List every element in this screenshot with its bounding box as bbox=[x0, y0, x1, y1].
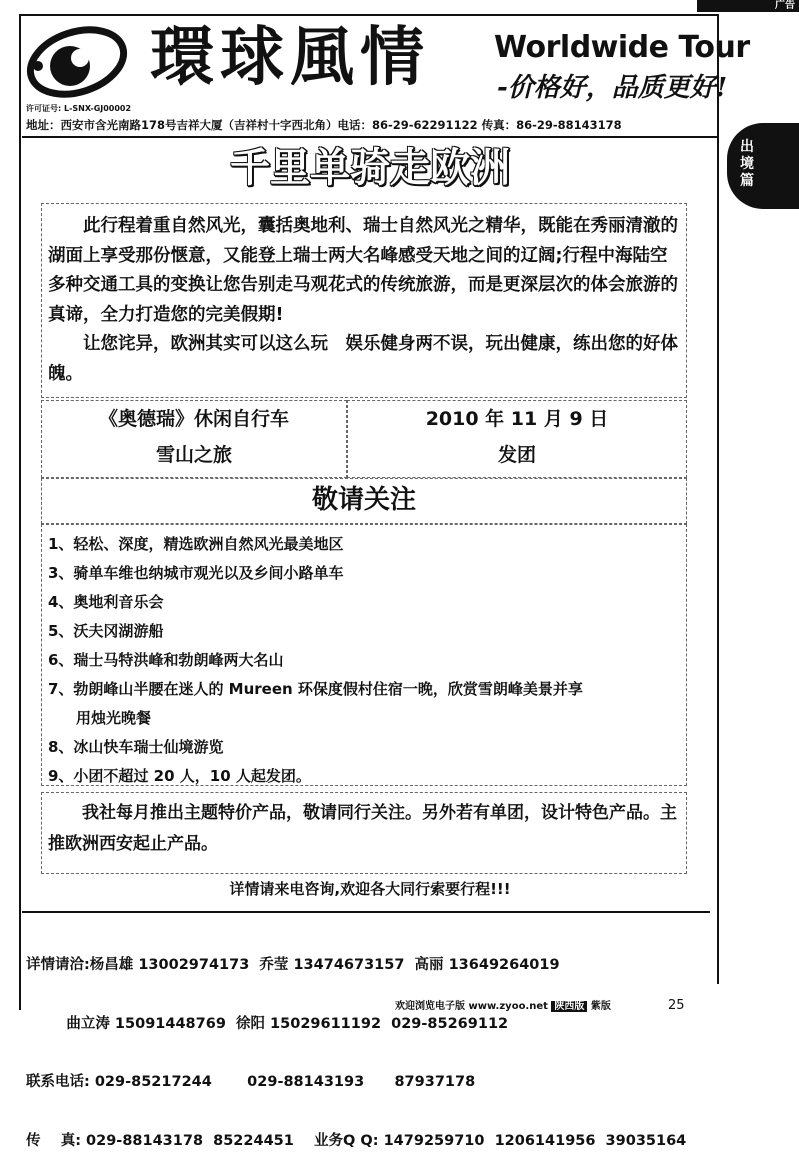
intro-paragraph: 让您诧异，欧洲其实可以这么玩 娱乐健身两不误，玩出健康，练出您的好体魄。 bbox=[48, 334, 678, 384]
departure-box bbox=[347, 400, 687, 478]
ad-tag: 广告 bbox=[697, 0, 799, 12]
footer-divider bbox=[22, 911, 710, 913]
product-name: 《奥德瑞》休闲自行车 bbox=[98, 408, 289, 430]
contact-line: 联系电话: 029-85217244 029-88143193 87937178 bbox=[26, 1074, 476, 1090]
contact-line: 曲立涛 15091448769 徐阳 15029611192 029-85269112 bbox=[26, 1015, 509, 1032]
list-item: 1、轻松、深度，精选欧洲自然风光最美地区 bbox=[48, 535, 344, 553]
contact-line: 详情请洽:杨昌雄 13002974173 乔莹 13474673157 高丽 13649264019 bbox=[26, 957, 560, 973]
brand-name-en: Worldwide Tour bbox=[494, 30, 750, 65]
notice-title: 敬请关注 bbox=[311, 485, 416, 515]
departure-date: 2010 年 11 月 9 日 bbox=[425, 408, 609, 430]
promo-text: 我社每月推出主题特价产品，敬请同行关注。另外若有单团，设计特色产品。主推欧洲西安起止产品。 bbox=[48, 803, 677, 854]
license-number: 许可证号: L-SNX-GJ00002 bbox=[26, 104, 132, 113]
contacts-block bbox=[26, 917, 686, 1171]
departure-label: 发团 bbox=[497, 444, 536, 466]
side-tab-label: 出境篇 bbox=[740, 139, 754, 189]
list-item: 3、骑单车维也纳城市观光以及乡间小路单车 bbox=[48, 564, 344, 582]
globe-logo-icon bbox=[24, 22, 130, 98]
brand-name-cn: 環球風情 bbox=[150, 20, 430, 95]
footer-bar bbox=[395, 1000, 611, 1014]
intro-paragraph: 此行程着重自然风光，囊括奥地利、瑞士自然风光之精华，既能在秀丽清澈的湖面上享受那份惬意，又能登上瑞士两大名峰感受天地之间的辽阔;行程中海陆空多种交通工具的变换让您告别走马观花式的传统旅游，而是更深层次的体会旅游的真谛，全力打造您的完美假期! bbox=[48, 216, 678, 325]
company-address: 地址：西安市含光南路178号吉祥大厦（吉祥村十字西北角）电话：86-29-62291122 传真：86-29-88143178 bbox=[26, 118, 622, 132]
footer-edition: 陕西版 bbox=[551, 1001, 587, 1012]
product-subtitle: 雪山之旅 bbox=[155, 444, 232, 466]
list-item: 8、冰山快车瑞士仙境游览 bbox=[48, 738, 224, 756]
intro-text bbox=[48, 212, 684, 389]
frame-top-rule bbox=[19, 14, 719, 16]
footer-color: 紫版 bbox=[590, 1001, 611, 1012]
header-divider bbox=[22, 136, 717, 138]
footer-site: 欢迎浏览电子版 www.zyoo.net bbox=[395, 1001, 548, 1012]
page-title: 千里单骑走欧洲 bbox=[230, 145, 510, 191]
list-item: 用烛光晚餐 bbox=[76, 709, 152, 727]
brand-slogan: -价格好，品质更好! bbox=[497, 73, 728, 103]
contact-line: 传 真: 029-88143178 85224451 业务Q Q: 1479259710 1206141956 39035164 bbox=[26, 1132, 687, 1149]
list-item: 9、小团不超过 20 人，10 人起发团。 bbox=[48, 767, 311, 785]
list-item: 7、勃朗峰山半腰在迷人的 Mureen 环保度假村住宿一晚，欣赏雪朗峰美景并享 bbox=[48, 680, 583, 698]
product-box bbox=[41, 400, 347, 478]
list-item: 6、瑞士马特洪峰和勃朗峰两大名山 bbox=[48, 651, 284, 669]
list-item: 4、奥地利音乐会 bbox=[48, 593, 164, 611]
feature-list bbox=[48, 530, 684, 791]
page-number: 25 bbox=[668, 998, 685, 1013]
list-item: 5、沃夫冈湖游船 bbox=[48, 622, 164, 640]
consult-line: 详情请来电咨询,欢迎各大同行索要行程!!! bbox=[229, 880, 511, 898]
